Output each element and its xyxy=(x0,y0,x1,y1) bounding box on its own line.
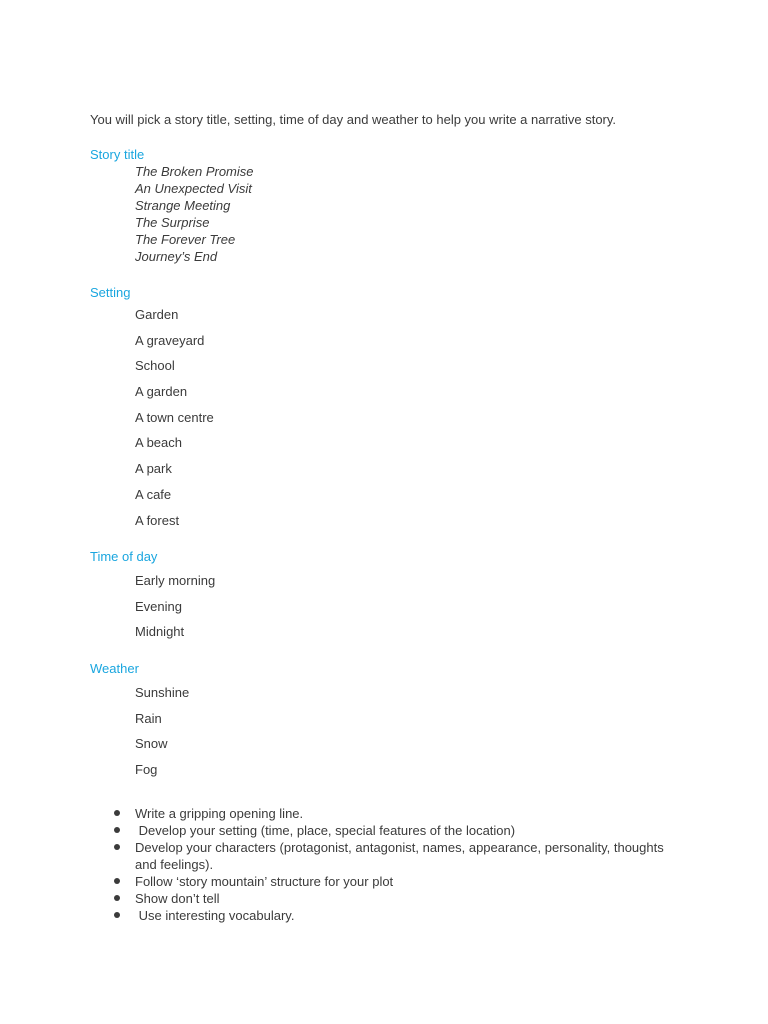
time-of-day-item: Early morning xyxy=(135,573,216,588)
weather-item: Snow xyxy=(135,736,168,752)
setting-item: A beach xyxy=(135,435,182,451)
heading-time-of-day: Time of day xyxy=(90,549,158,564)
story-title-item: Strange Meeting xyxy=(135,198,231,213)
tip-text: Write a gripping opening line. xyxy=(135,806,304,821)
tip-text: Use interesting vocabulary. xyxy=(135,908,295,923)
setting-item: School xyxy=(135,358,175,374)
tip-text: Follow ‘story mountain’ structure for your plot xyxy=(135,874,394,889)
time-of-day-list xyxy=(135,572,215,649)
tip-item xyxy=(110,805,670,822)
story-title-item: Journey’s End xyxy=(135,249,218,264)
story-title-list xyxy=(135,163,254,265)
setting-list xyxy=(135,306,214,537)
story-title-item: The Surprise xyxy=(135,215,210,230)
heading-weather: Weather xyxy=(90,661,139,676)
bullet-icon xyxy=(114,810,120,816)
bullet-icon xyxy=(114,878,120,884)
setting-item: A garden xyxy=(135,384,188,400)
setting-item: A graveyard xyxy=(135,332,205,348)
tip-item xyxy=(110,873,670,890)
writing-tips-list xyxy=(110,805,670,924)
story-title-item: An Unexpected Visit xyxy=(135,181,252,196)
weather-item: Fog xyxy=(135,762,158,778)
setting-item: A cafe xyxy=(135,486,172,502)
heading-setting: Setting xyxy=(90,285,131,300)
setting-item: A town centre xyxy=(135,409,214,425)
tip-item xyxy=(110,890,670,907)
story-title-item: The Broken Promise xyxy=(135,164,254,179)
setting-item: A park xyxy=(135,461,172,477)
intro-text: You will pick a story title, setting, time of day and weather to help you write a narrative story. xyxy=(90,112,617,127)
tip-item xyxy=(110,822,670,839)
setting-item: A forest xyxy=(135,512,180,528)
bullet-icon xyxy=(114,827,120,833)
story-title-item: The Forever Tree xyxy=(135,232,236,247)
time-of-day-item: Midnight xyxy=(135,624,185,640)
bullet-icon xyxy=(114,895,120,901)
heading-story-title: Story title xyxy=(90,147,145,162)
tip-item xyxy=(110,839,670,873)
tip-text: Show don’t tell xyxy=(135,891,220,906)
setting-item: Garden xyxy=(135,307,179,322)
tip-item xyxy=(110,907,670,924)
weather-list xyxy=(135,684,189,787)
tip-text: Develop your setting (time, place, special features of the location) xyxy=(135,823,516,838)
weather-item: Sunshine xyxy=(135,685,190,700)
bullet-icon xyxy=(114,844,120,850)
bullet-icon xyxy=(114,912,120,918)
time-of-day-item: Evening xyxy=(135,598,182,614)
weather-item: Rain xyxy=(135,710,162,726)
tip-text: Develop your characters (protagonist, antagonist, names, appearance, personality, thoughts and feelings). xyxy=(135,840,664,872)
